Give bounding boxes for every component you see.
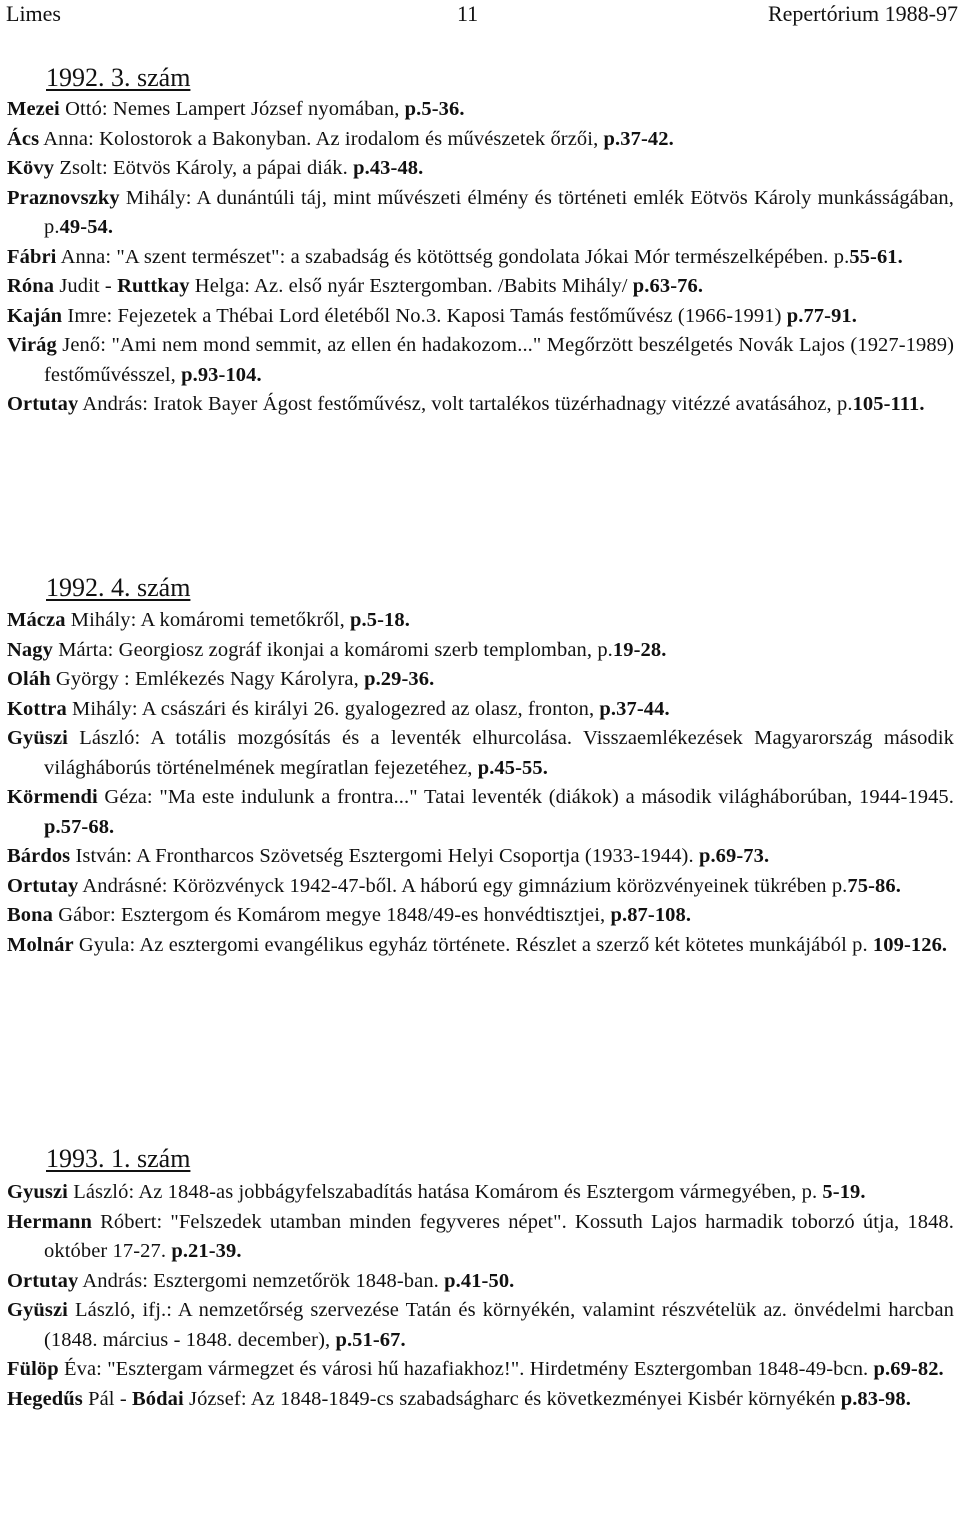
entry-text: Jenő: "Ami nem mond semmit, az ellen én hadakozom..." Megőrzött beszélgetés Novák Lajos (1927-1989) festőművésszel, [44,334,954,386]
entry-text: István: A Frontharcos Szövetség Esztergomi Helyi Csoportja (1933-1944). [70,845,699,867]
pages: p.29-36. [364,668,435,690]
pages: p.57-68. [44,815,115,838]
page-number: 11 [457,1,479,26]
author: Gyüszi [7,1299,68,1321]
entry-text: Zsolt: Eötvös Károly, a pápai diák. [54,157,354,179]
author: Oláh [7,668,51,690]
author: Fülöp [7,1358,59,1380]
author: Kottra [7,697,67,720]
list-item [0,272,954,302]
section-title: 1993. 1. szám [46,1144,191,1173]
section-title: 1992. 4. szám [46,573,191,602]
entry-text: Márta: Georgiosz zográf ikonjai a komáromi szerb templomban, p. [52,638,613,661]
list-item [0,331,954,390]
page-header [0,0,960,28]
pages: 75-86. [847,874,901,897]
pages: p.43-48. [353,157,424,179]
entry-text: László: Az 1848-as jobbágyfelszabadítás hatása Komárom és Esztergom vármegyében, p. [67,1181,823,1203]
entry-text: László, ifj.: A nemzetőrség szervezése Tatán és környékén, valamint részvételük az. önvédelmi harcban (1848. március - 1848. december), [44,1299,954,1351]
author: Praznovszky [7,186,120,209]
entry-text: Anna: Kolostorok a Bakonyban. Az irodalom és művészetek őrzői, [39,127,604,150]
list-item [0,1267,954,1297]
repertory-title: Repertórium 1988-97 [767,1,958,26]
entry-text: Ottó: Nemes Lampert József nyomában, [59,98,405,120]
pages: 109-126. [872,933,948,956]
entry-text: Mihály: A komáromi temetőkről, [65,609,351,631]
author: Ortutay [7,393,79,415]
pages: p.5-36. [404,98,465,120]
author: Gyuszi [7,1181,68,1203]
list-item [0,1355,954,1385]
entry-text: Gábor: Esztergom és Komárom megye 1848/49-es honvédtisztjei, [52,904,611,926]
author: Fábri [7,245,57,268]
author: Ortutay [7,874,79,897]
list-item [0,184,954,243]
author: Körmendi [7,786,98,808]
entry-text: József: Az 1848-1849-cs szabadságharc és következményei Kisbér környékén [183,1387,841,1410]
list-item [0,243,954,273]
entry-text: Mihály: A császári és királyi 26. gyalogezred az olasz, fronton, [66,697,600,720]
pages: 55-61. [849,245,903,268]
author: Gyüszi [7,727,68,749]
journal-title: Limes [6,1,61,26]
entry-list [0,1178,960,1414]
pages: 105-111. [852,393,925,415]
list-item [0,1208,954,1267]
author: Hermann [7,1210,92,1233]
list-item [0,606,954,636]
entry-text: András: Esztergomi nemzetőrök 1848-ban. [78,1269,445,1292]
entry-text: Imre: Fejezetek a Thébai Lord életéből No.3. Kaposi Tamás festőművész (1966-1991) [62,304,787,327]
entry-text: Gyula: Az esztergomi evangélikus egyház története. Részlet a szerző két kötetes munkájából p. [73,933,873,956]
entry-text: Andrásné: Körözvényck 1942-47-ből. A háború egy gimnázium körözvényeinek tükrében p. [78,874,848,897]
list-item [0,125,954,155]
pages: p.77-91. [786,304,857,327]
list-item [0,1385,954,1415]
entry-text: Judit - [54,275,118,297]
entry-text: Anna: "A szent természet": a szabadság és kötöttség gondolata Jókai Mór természelképében. p. [56,245,850,268]
pages: p.51-67. [335,1328,406,1351]
entry-text: Pál - [82,1387,132,1410]
author: Kaján [7,304,63,327]
section-title: 1992. 3. szám [46,63,191,92]
list-item [0,842,954,872]
entry-list [0,95,960,420]
entry-text: Mihály: A dunántúli táj, mint művészeti élmény és történeti emlék Eötvös Károly munkásságában, p. [44,186,954,238]
entry-text: Helga: Az. első nyár Esztergomban. /Babits Mihály/ [189,275,633,297]
pages: p.41-50. [444,1269,515,1292]
pages: p.5-18. [350,609,410,631]
entry-text: Géza: "Ma este indulunk a frontra..." Tatai leventék (diákok) a második világháborúban, 1944-1945. [97,786,954,808]
list-item [0,636,954,666]
pages: p.37-42. [603,127,674,150]
list-item [0,901,954,931]
list-item [0,95,954,125]
entry-list [0,606,960,960]
author: Ortutay [7,1269,79,1292]
list-item [0,695,954,725]
author: Bona [7,904,53,926]
pages: p.93-104. [181,363,262,386]
list-item [0,931,954,961]
entry-text: Róbert: "Felszedek utamban minden fegyveres népet". Kossuth Lajos harmadik toborzó útja, 1848. október 17-27. [44,1210,954,1262]
author: Kövy [7,157,55,179]
entry-text: András: Iratok Bayer Ágost festőművész, volt tartalékos tüzérhadnagy vitézzé avatásához, p. [78,393,853,415]
author: Mácza [7,609,66,631]
list-item [0,302,954,332]
list-item [0,1178,954,1208]
author: Virág [7,334,57,356]
pages: 19-28. [612,638,667,661]
pages: p.69-82. [873,1358,944,1380]
author: Nagy [7,638,53,661]
author: Hegedűs [7,1387,83,1410]
pages: 5-19. [822,1181,866,1203]
list-item [0,872,954,902]
list-item [0,154,954,184]
pages: p.21-39. [171,1240,242,1262]
pages: p.69-73. [698,845,770,867]
pages: 49-54. [59,216,114,238]
pages: p.87-108. [610,904,692,926]
author: Bódai [131,1387,184,1410]
list-item [0,390,954,420]
pages: p.45-55. [477,756,548,779]
entry-text: Éva: "Esztergam vármegzet és városi hű hazafiakhoz!". Hirdetmény Esztergomban 1848-49-bcn. [58,1358,874,1380]
author: Róna [7,275,55,297]
entry-text: György : Emlékezés Nagy Károlyra, [50,668,365,690]
entry-text: László: A totális mozgósítás és a leventék elhurcolása. Visszaemlékezések Magyarország második világháborús történelmének megíratlan fejezetéhez, [44,727,954,779]
list-item [0,783,954,842]
author: Ács [7,127,40,150]
pages: p.37-44. [599,697,670,720]
author: Mezei [7,98,60,120]
author: Molnár [7,933,74,956]
author: Bárdos [7,845,71,867]
list-item [0,665,954,695]
list-item [0,1296,954,1355]
pages: p.83-98. [840,1387,911,1410]
pages: p.63-76. [632,275,704,297]
author: Ruttkay [117,275,190,297]
list-item [0,724,954,783]
